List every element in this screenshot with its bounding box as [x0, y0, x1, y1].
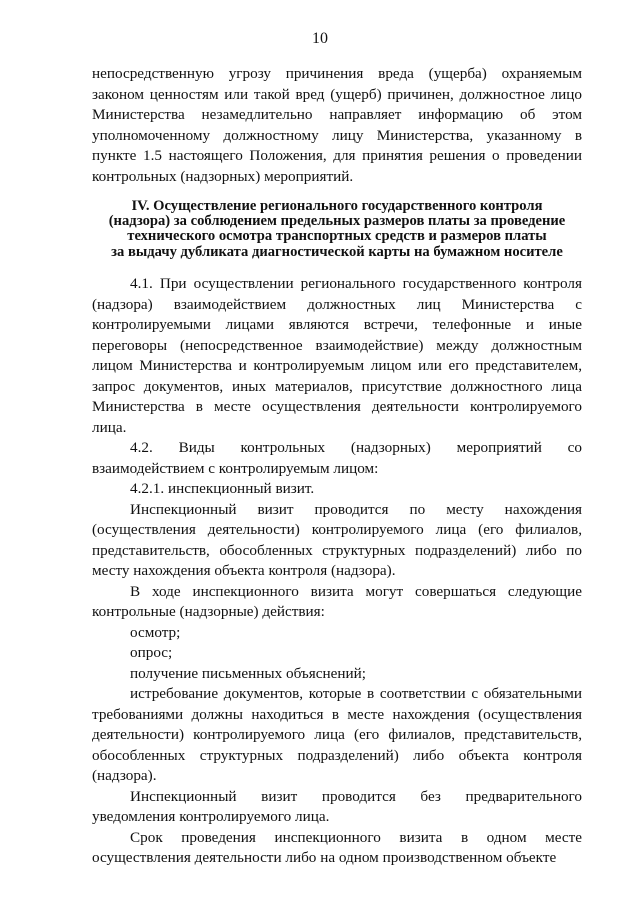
paragraph-4-2: 4.2. Виды контрольных (надзорных) мероприятий со взаимодействием с контролируемым лицом: — [92, 439, 582, 477]
paragraph-4-1: 4.1. При осуществлении регионального государственного контроля (надзора) взаимодействием должностных лиц Министерства с контролируемыми лицами являются встречи, телефонные и иные переговоры (непосредственное взаимодействие) между должностным лицом Министерства и контролируемым лицом или его представителем, запрос документов, иных материалов, присутствие должностного лица Министерства в месте осуществления деятельности контролируемого лица. — [92, 275, 582, 436]
paragraph-no-notice: Инспекционный визит проводится без предварительного уведомления контролируемого лица. — [92, 787, 582, 825]
intro-block — [92, 64, 582, 187]
paragraph-visit-place: Инспекционный визит проводится по месту нахождения (осуществления деятельности) контролируемого лица (его филиалов, представительств, обособленных структурных подразделений) либо по месту нахождения объекта контроля (надзора). — [92, 500, 582, 579]
action-item-survey: опрос; — [130, 644, 173, 661]
paragraph-actions-intro: В ходе инспекционного визита могут совершаться следующие контрольные (надзорные) действия: — [92, 582, 582, 620]
paragraph-demand-documents: истребование документов, которые в соответствии с обязательными требованиями должны находиться в месте нахождения (осуществления деятельности) контролируемого лица (его филиалов, представительств, обособленных структурных подразделений) либо объекта контроля (надзора). — [92, 685, 582, 784]
paragraph-4-2-1: 4.2.1. инспекционный визит. — [130, 480, 315, 497]
action-item-written-explanations: получение письменных объяснений; — [130, 664, 366, 682]
body-block — [92, 274, 582, 869]
section-heading — [92, 199, 582, 260]
section-heading-line-4: за выдачу дубликата диагностической карты на бумажном носителе — [111, 243, 563, 260]
section-heading-line-2: (надзора) за соблюдением предельных размеров платы за проведение — [108, 213, 566, 230]
page-number: 10 — [312, 30, 328, 47]
section-heading-line-1: IV. Осуществление регионального государственного контроля — [131, 198, 543, 214]
intro-paragraph: непосредственную угрозу причинения вреда (ущерба) охраняемым законом ценностям или такой вред (ущерб) причинен, должностное лицо Министерства незамедлительно направляет информацию об этом уполномоченному должностному лицу Министерства, указанному в пункте 1.5 настоящего Положения, для принятия решения о проведении контрольных (надзорных) мероприятий. — [92, 65, 582, 185]
section-heading-line-3: технического осмотра транспортных средств и размеров платы — [127, 228, 547, 245]
paragraph-term: Срок проведения инспекционного визита в одном месте осуществления деятельности либо на одном производственном объекте — [92, 828, 582, 866]
action-item-inspection: осмотр; — [130, 623, 181, 641]
